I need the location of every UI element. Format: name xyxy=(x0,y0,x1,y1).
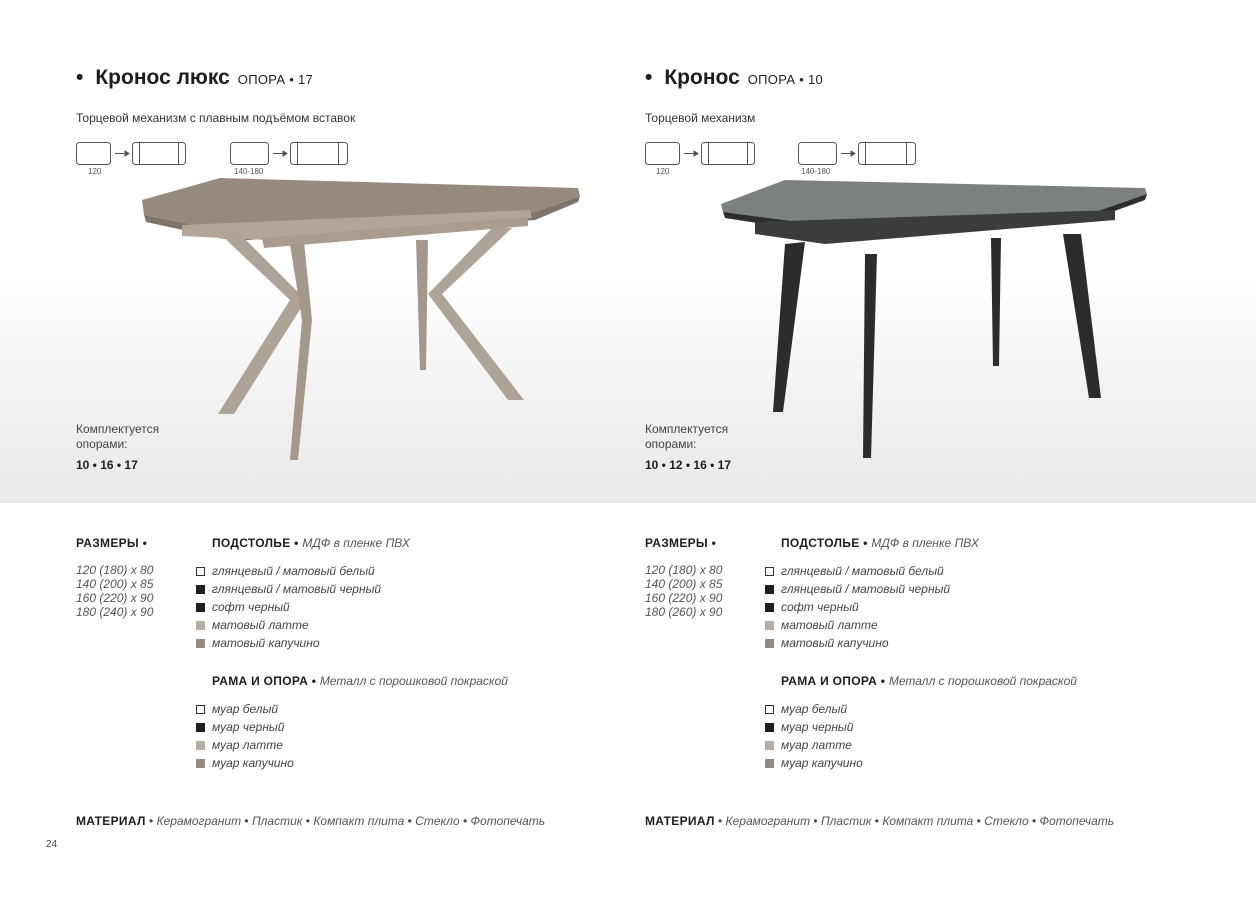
left-sizes-list xyxy=(76,563,153,619)
right-material-item: Стекло xyxy=(984,814,1029,828)
right-top-heading-text: ПОДСТОЛЬЕ xyxy=(781,536,860,550)
mechanism-extended-icon xyxy=(799,143,916,165)
left-material-item: Керамогранит xyxy=(156,814,242,828)
color-swatch xyxy=(765,741,774,750)
left-mech-label-120: 120 xyxy=(88,167,102,176)
left-frame-heading: РАМА И ОПОРА • Металл с порошковой покраской xyxy=(212,674,508,688)
left-top-heading: ПОДСТОЛЬЕ • МДФ в пленке ПВХ xyxy=(212,536,410,550)
left-product-title xyxy=(76,66,313,90)
option-label: муар латте xyxy=(781,738,852,752)
left-top-options xyxy=(196,562,381,652)
color-swatch xyxy=(765,723,774,732)
right-opora-label: ОПОРА • 10 xyxy=(747,72,824,87)
right-top-heading: ПОДСТОЛЬЕ • МДФ в пленке ПВХ xyxy=(781,536,979,550)
option-label: глянцевый / матовый белый xyxy=(781,564,944,578)
right-top-options xyxy=(765,562,950,652)
left-complete-line-1: Комплектуется xyxy=(76,422,160,436)
right-size-item: 120 (180) х 80 xyxy=(645,563,723,577)
right-top-option xyxy=(765,598,950,616)
left-frame-option xyxy=(196,718,294,736)
left-top-material: МДФ в пленке ПВХ xyxy=(302,536,410,550)
left-material-heading: МАТЕРИАЛ xyxy=(76,814,146,828)
right-frame-option xyxy=(765,736,863,754)
right-material-heading: МАТЕРИАЛ xyxy=(645,814,715,828)
right-frame-heading-text: РАМА И ОПОРА xyxy=(781,674,878,688)
option-label: матовый латте xyxy=(212,618,309,632)
left-material-line: МАТЕРИАЛ • Керамогранит • Пластик • Компакт плита • Стекло • Фотопечать xyxy=(76,814,546,828)
left-supports-list: 10 • 16 • 17 xyxy=(76,458,138,472)
option-label: софт черный xyxy=(212,600,290,614)
color-swatch xyxy=(765,603,774,612)
right-frame-heading: РАМА И ОПОРА • Металл с порошковой покраской xyxy=(781,674,1077,688)
left-frame-options xyxy=(196,700,294,772)
left-top-option xyxy=(196,598,381,616)
color-swatch xyxy=(196,639,205,648)
right-complete-line-2: опорами: xyxy=(645,437,697,451)
right-complete-caption xyxy=(645,422,728,452)
right-size-item: 140 (200) х 85 xyxy=(645,577,723,591)
left-opora-label: ОПОРА • 17 xyxy=(237,72,314,87)
color-swatch xyxy=(196,741,205,750)
color-swatch xyxy=(765,759,774,768)
left-material-item: Компакт плита xyxy=(313,814,405,828)
right-sizes-heading: РАЗМЕРЫ • xyxy=(645,536,717,550)
option-label: муар черный xyxy=(781,720,854,734)
color-swatch xyxy=(196,621,205,630)
right-material-item: Компакт плита xyxy=(882,814,974,828)
color-swatch xyxy=(196,723,205,732)
right-material-item: Керамогранит xyxy=(725,814,811,828)
color-swatch xyxy=(196,759,205,768)
right-top-option xyxy=(765,634,950,652)
right-material-item: Пластик xyxy=(820,814,872,828)
color-swatch xyxy=(196,567,205,576)
left-mech-label-140-180: 140-180 xyxy=(234,167,264,176)
left-title-text: Кронос люкс xyxy=(95,66,230,89)
title-bullet: • xyxy=(76,66,84,89)
right-mechanism-description: Торцевой механизм xyxy=(645,111,756,125)
left-size-item: 120 (180) х 80 xyxy=(76,563,154,577)
left-complete-line-2: опорами: xyxy=(76,437,128,451)
right-frame-options xyxy=(765,700,863,772)
option-label: муар белый xyxy=(781,702,848,716)
color-swatch xyxy=(765,621,774,630)
right-complete-line-1: Комплектуется xyxy=(645,422,729,436)
left-frame-option xyxy=(196,700,294,718)
left-top-option xyxy=(196,616,381,634)
right-top-option xyxy=(765,616,950,634)
color-swatch xyxy=(196,603,205,612)
left-size-item: 160 (220) х 90 xyxy=(76,591,154,605)
left-material-item: Фотопечать xyxy=(470,814,546,828)
right-material-line: МАТЕРИАЛ • Керамогранит • Пластик • Компакт плита • Стекло • Фотопечать xyxy=(645,814,1115,828)
left-top-option xyxy=(196,634,381,652)
color-swatch xyxy=(765,639,774,648)
right-top-material: МДФ в пленке ПВХ xyxy=(871,536,979,550)
left-frame-option xyxy=(196,736,294,754)
page-number: 24 xyxy=(46,839,58,850)
option-label: глянцевый / матовый черный xyxy=(212,582,382,596)
right-material-item: Фотопечать xyxy=(1039,814,1115,828)
right-table-image xyxy=(715,172,1155,464)
right-title-text: Кронос xyxy=(664,66,740,89)
option-label: глянцевый / матовый белый xyxy=(212,564,375,578)
title-bullet: • xyxy=(645,66,653,89)
left-mechanism-description: Торцевой механизм с плавным подъёмом вставок xyxy=(76,111,356,125)
right-top-option xyxy=(765,580,950,598)
right-sizes-list xyxy=(645,563,722,619)
left-frame-heading-text: РАМА И ОПОРА xyxy=(212,674,309,688)
left-frame-option xyxy=(196,754,294,772)
option-label: глянцевый / матовый черный xyxy=(781,582,951,596)
right-size-item: 180 (260) х 90 xyxy=(645,605,723,619)
right-top-option xyxy=(765,562,950,580)
left-top-option xyxy=(196,580,381,598)
left-top-option xyxy=(196,562,381,580)
left-top-heading-text: ПОДСТОЛЬЕ xyxy=(212,536,291,550)
right-frame-option xyxy=(765,718,863,736)
color-swatch xyxy=(765,705,774,714)
right-frame-option xyxy=(765,754,863,772)
left-complete-caption xyxy=(76,422,159,452)
left-size-item: 140 (200) х 85 xyxy=(76,577,154,591)
mechanism-extended-icon xyxy=(231,143,348,165)
right-frame-material: Металл с порошковой покраской xyxy=(888,674,1077,688)
right-sizes-heading-text: РАЗМЕРЫ xyxy=(645,536,708,550)
right-product-title xyxy=(645,66,823,90)
color-swatch xyxy=(196,585,205,594)
option-label: матовый латте xyxy=(781,618,878,632)
color-swatch xyxy=(765,585,774,594)
option-label: муар черный xyxy=(212,720,285,734)
option-label: муар капучино xyxy=(212,756,294,770)
right-supports-list: 10 • 12 • 16 • 17 xyxy=(645,458,731,472)
option-label: софт черный xyxy=(781,600,859,614)
left-material-item: Пластик xyxy=(251,814,303,828)
left-frame-material: Металл с порошковой покраской xyxy=(319,674,508,688)
option-label: муар капучино xyxy=(781,756,863,770)
mechanism-closed-icon xyxy=(646,143,755,165)
option-label: муар белый xyxy=(212,702,279,716)
left-table-image xyxy=(130,170,590,465)
right-mech-label-140-180: 140-180 xyxy=(801,167,831,176)
option-label: матовый капучино xyxy=(212,636,320,650)
right-frame-option xyxy=(765,700,863,718)
option-label: матовый капучино xyxy=(781,636,889,650)
left-sizes-heading-text: РАЗМЕРЫ xyxy=(76,536,139,550)
left-sizes-heading: РАЗМЕРЫ • xyxy=(76,536,148,550)
option-label: муар латте xyxy=(212,738,283,752)
right-mech-label-120: 120 xyxy=(656,167,670,176)
left-size-item: 180 (240) х 90 xyxy=(76,605,154,619)
right-size-item: 160 (220) х 90 xyxy=(645,591,723,605)
color-swatch xyxy=(196,705,205,714)
mechanism-closed-icon xyxy=(77,143,186,165)
left-material-item: Стекло xyxy=(415,814,460,828)
color-swatch xyxy=(765,567,774,576)
